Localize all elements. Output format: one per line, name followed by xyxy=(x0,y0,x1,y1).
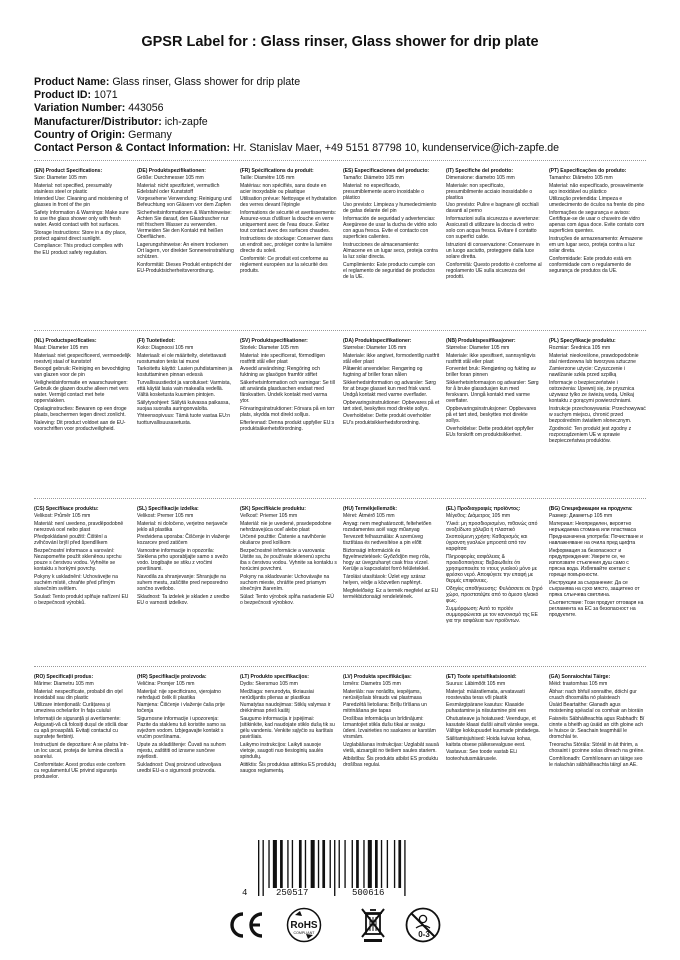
spec-paragraph: Størrelse: Diameter 105 mm xyxy=(343,345,407,352)
spec-heading: (ES) Especificaciones del producto: xyxy=(343,168,430,174)
info-label: Country of Origin: xyxy=(34,128,126,141)
spec-column xyxy=(343,338,440,445)
spec-heading: (SK) Špecifikácie produktu: xyxy=(240,506,306,512)
spec-paragraph: Sicherheitsinformationen & Warnhinweise: Achten Sie darauf, den Glasdruscher nur mit frischem Wasser zu verwenden. Vermeiden Sie den Kontakt mit heißen Oberflächen. xyxy=(137,210,232,241)
weee-crossed-bin-icon xyxy=(360,906,386,944)
spec-column xyxy=(34,506,131,625)
spec-paragraph: Bezpečnostné informácie a varovania: Uistite sa, že používate sklenenú sprchu iba s čerstvou vodou. Vyhnite sa kontaktu s horúcimi povrchmi. xyxy=(240,548,337,573)
spec-paragraph: Velikost: Průměr 105 mm xyxy=(34,513,91,520)
spec-heading: (SV) Produktspecifikationer: xyxy=(240,338,308,344)
spec-paragraph: Ohutusteave ja hoiatused: Veenduge, et kasutate klaasi dušši ainult värske veega. Vältige kokkupuudet kuumade pindadega. xyxy=(446,716,540,735)
spec-paragraph: Material: no especificado, presumiblemente acero inoxidable o plástico xyxy=(343,182,425,201)
spec-paragraph: Materjal: määratlemata, arvatavasti roostevaba teras või plastik xyxy=(446,688,525,701)
spec-paragraph: Предназначена употреба: Почистване и навлажняване на очила пред щифта xyxy=(549,534,643,547)
spec-paragraph: Anyag: nem meghatározott, feltehetően rozsdamentes acél vagy műanyag xyxy=(343,520,432,533)
spec-paragraph: Pokyny k uskladnění: Uchovávejte na suchém místě, chraňte před přímým slunečním světlem. xyxy=(34,573,118,592)
spec-paragraph: Navodila za shranjevanje: Shranjujte na suhem mestu, zaščitite pred neposredno sončno svetlobo. xyxy=(137,573,228,592)
spec-paragraph: Materiale: ikke angivet, formodentlig rustfrit stål eller plast xyxy=(343,352,440,365)
spec-paragraph: Megfelelőség: Ez a termék megfelel az EU termékbiztonsági rendeletének. xyxy=(343,587,439,600)
spec-column xyxy=(446,338,543,445)
divider xyxy=(34,330,646,331)
spec-paragraph: Conformidade: Este produto está em conformidade com o regulamento de segurança de produtos da UE. xyxy=(549,255,632,274)
spec-paragraph: Tervezett felhasználás: A szemüveg tisztítása és nedvesítése a pin előtt xyxy=(343,534,423,547)
barcode-bar xyxy=(263,840,264,896)
spec-paragraph: Comhlíonadh: Comhlíonann an táirge seo le rialachán sábháilteachta táirgí an AE. xyxy=(549,755,643,768)
barcode-bar xyxy=(368,840,372,888)
spec-paragraph: Intended Use: Cleaning and moistening of glasses in front of the pin xyxy=(34,196,128,209)
spec-paragraph: Säkerhetsinformation och varningar: Se till att använda glasduschen endast med färskvatten. Undvik kontakt med varma ytor. xyxy=(240,380,335,405)
spec-paragraph: Størrelse: Diameter 105 mm xyxy=(446,345,510,352)
spec-paragraph: Izmērs: Diametrs 105 mm xyxy=(343,681,401,688)
barcode-bar xyxy=(258,840,259,896)
barcode-bar xyxy=(394,840,395,888)
spec-column xyxy=(446,506,543,625)
spec-heading: (BG) Спецификации на продукта: xyxy=(549,506,633,512)
spec-paragraph: Overholdelse: Dette produktet oppfyller EUs forskrift om produktsikkerhet. xyxy=(446,425,534,438)
spec-heading: (SL) Specifikacije izdelka: xyxy=(137,506,199,512)
info-product-id xyxy=(34,89,559,102)
spec-paragraph: Ábhar: nach bhfuil sonraithe, dóichí gur cruach dhosmálta nó plaisteach xyxy=(549,688,637,701)
spec-paragraph: Yhteensopivuus: Tämä tuote vastaa EU:n tuotturvallisuusasetusta. xyxy=(137,413,231,426)
rohs-sublabel: COMPLIANT xyxy=(293,931,315,935)
barcode-bar xyxy=(334,840,335,896)
spec-paragraph: Conformité: Ce produit est conforme au règlement européen sur la sécurité des produits. xyxy=(240,255,329,274)
barcode-bar xyxy=(381,840,382,888)
spec-paragraph: Tamaño: Diámetro 105 mm xyxy=(343,175,404,182)
spec-paragraph: Size: Diameter 105 mm xyxy=(34,175,87,182)
spec-paragraph: Οδηγίες αποθήκευσης: Φυλάσσετε σε ξηρό χώρο, προστατέψτε από το άμεσο ηλιακό φως. xyxy=(446,585,543,605)
info-value: Germany xyxy=(128,128,172,141)
spec-paragraph: Laikymo instrukcijos: Laikyti sausoje vietoje, saugoti nuo tiesioginių saulės spindulių. xyxy=(240,741,324,760)
spec-paragraph: Matériau: non spécifiés, sans doute en acier inoxydable ou plastique xyxy=(240,182,327,195)
spec-column xyxy=(240,674,337,781)
barcode-bar xyxy=(356,840,359,888)
spec-paragraph: Naleving: Dit product voldoet aan de EU-voorschriften voor productveiligheid. xyxy=(34,419,126,432)
spec-paragraph: Tamanho: Diâmetro 105 mm xyxy=(549,175,613,182)
spec-heading: (EL) Προδιαγραφές προϊόντος: xyxy=(446,506,521,512)
spec-heading: (PT) Especificações do produto: xyxy=(549,168,627,174)
spec-paragraph: Materiał: nieokreślone, prawdopodobnie stal nierdzewna lub tworzywa sztuczne xyxy=(549,352,639,365)
info-value: Hr. Stanislav Maer, +49 5151 87798 10, kundenservice@ich-zapfe.de xyxy=(232,142,560,155)
spec-paragraph: Conformità: Questo prodotto è conforme al regolamento UE sulla sicurezza dei prodotti. xyxy=(446,261,542,280)
spec-paragraph: Úsáid Beartaithe: Glanadh agus moistening spéaclaí os comhair an bioráin xyxy=(549,702,644,715)
barcode-bar xyxy=(280,840,283,888)
barcode-digit-first: 4 xyxy=(242,888,248,898)
product-info xyxy=(34,76,559,155)
age-label: 0-3 xyxy=(418,930,430,939)
spec-paragraph: Forventet bruk: Rengjøring og fukting av briller foran pinnen xyxy=(446,366,537,379)
spec-column xyxy=(137,168,234,281)
spec-paragraph: Opslaginstructies: Bewaren op een droge plaats, beschermen tegen direct zonlicht. xyxy=(34,405,127,418)
spec-paragraph: Biztonsági információk és figyelmeztetések: Győződjön meg róla, hogy az üvegzuhanyt csak friss vízzel. Kerülje a kapcsolatot forró felületekkel. xyxy=(343,548,430,573)
spec-paragraph: Material: ni določeno, verjetno nerjaveče jeklo ali plastika xyxy=(137,520,228,533)
spec-paragraph: Material: nespecificate, probabil din oțel inoxidabil sau din plastic xyxy=(34,688,123,701)
spec-paragraph: Informazioni sulla sicurezza e avvertenze: Assicurati di utilizzare la doccia di vetro solo con acqua fresca. Evitare il contatto con superfici calde. xyxy=(446,216,540,241)
spec-column xyxy=(137,338,234,445)
spec-paragraph: Pokyny na skladovanie: Uchovávajte na suchom mieste, chráňte pred priamym slnečným žiarením. xyxy=(240,573,330,592)
spec-heading: (DA) Produktspecifikationer: xyxy=(343,338,412,344)
info-label: Contact Person & Contact Information: xyxy=(34,142,230,155)
spec-paragraph: Utilização pretendida: Limpeza e umedecimento de óculos na frente do pino xyxy=(549,196,645,209)
spec-paragraph: Faisnéis Sábháilteachta agus Rabhadh: Bí cinnte a bheith ag úsáid an cith gloine ach le huisce úr. Seachain teagmháil le dromchlaí te. xyxy=(549,716,645,741)
info-country xyxy=(34,129,559,142)
spec-paragraph: Varnostne informacije in opozorila: Steklena prho uporabljajte samo s svežo vodo. Izogibajte se stiku z vročimi površinami. xyxy=(137,548,228,573)
page-title: GPSR Label for : Glass rinser, Glass shower for drip plate xyxy=(141,34,539,50)
spec-paragraph: Opbevaringsinstruktioner: Opbevares på et tørt sted, beskyttes mod direkte sollys. xyxy=(343,399,440,412)
spec-paragraph: Utilisation prévue: Nettoyage et hydratation des verres devant l'épingle xyxy=(240,196,337,209)
spec-column xyxy=(343,506,440,625)
spec-column xyxy=(343,168,440,281)
barcode-bar xyxy=(339,840,340,888)
spec-paragraph: Tárolási utasítások: Üzlet egy száraz helyen, védje a közvetlen napfényt. xyxy=(343,573,426,586)
spec-paragraph: Förvaringsinstruktioner: Förvara på en torr plats, skydda mot direkt solljus. xyxy=(240,405,335,418)
barcode-bar xyxy=(268,840,269,888)
spec-paragraph: Beoogd gebruik: Reiniging en bevochtiging van glazen voor de pin xyxy=(34,366,130,379)
spec-column xyxy=(240,168,337,281)
spec-paragraph: Materiál: není uvedeno, pravděpodobně nerezová ocel nebo plast xyxy=(34,520,124,533)
info-value: 443056 xyxy=(128,102,164,115)
barcode-bar xyxy=(287,840,288,888)
spec-column xyxy=(137,674,234,781)
info-label: Variation Number: xyxy=(34,102,126,115)
spec-paragraph: Materiale: non specificato, presumibilmente acciaio inossidabile o plastica xyxy=(446,182,533,201)
spec-paragraph: Predvidena uporaba: Čiščenje in vlaženje kozarcev pred zatičem xyxy=(137,534,230,547)
spec-column xyxy=(343,674,440,781)
spec-paragraph: Veličina: Promjer 105 mm xyxy=(137,681,195,688)
info-label: Manufacturer/Distributor: xyxy=(34,115,162,128)
spec-heading: (HR) Specifikacije proizvoda: xyxy=(137,674,207,680)
spec-heading: (IT) Specifiche del prodotto: xyxy=(446,168,514,174)
spec-paragraph: Material: não especificado, provavelmente aço inoxidável ou plástico xyxy=(549,182,644,195)
spec-paragraph: Turvallisuustiedot ja varoitukset: Varmista, että käytät lasia vain makealla vedellä. Vältä kosketusta kuumien pintojen. xyxy=(137,380,231,399)
barcode-bar xyxy=(318,840,319,888)
spec-paragraph: Istruzioni di conservazione: Conservare in un luogo asciutto, proteggere dalla luce solare diretta. xyxy=(446,241,540,260)
spec-paragraph: Utilizare intenționată: Curățarea și umezirea ochelarilor în fața cuiului xyxy=(34,702,111,715)
spec-paragraph: Материал: Неопределен, вероятно неръждаема стомана или пластмаса xyxy=(549,520,636,533)
spec-paragraph: Μέγεθος: Διάμετρος 105 mm xyxy=(446,513,511,520)
spec-paragraph: Veľkosť: Priemer 105 mm xyxy=(240,513,298,520)
barcode-digits-left: 250517 xyxy=(276,888,309,898)
spec-column xyxy=(240,506,337,625)
spec-paragraph: Efterlevnad: Denna produkt uppfyller EU:s produktsäkerhetsförordning. xyxy=(240,419,335,432)
spec-paragraph: Instrucciones de almacenamiento: Almacene en un lugar seco, proteja contra la luz solar directa. xyxy=(343,241,438,260)
spec-paragraph: Veiligheidsinformatie en waarschuwingen: Gebruik de glazen douche alleen met vers water. Vermijd contact met hete oppervlakken. xyxy=(34,380,129,405)
spec-heading: (FI) Tuotetiedot: xyxy=(137,338,176,344)
spec-paragraph: Material: nicht spezifiziert, vermutlich Edelstahl oder Kunststoff xyxy=(137,182,220,195)
divider xyxy=(34,498,646,499)
barcode-bar xyxy=(273,840,277,888)
spec-heading: (ET) Toote spetsifikatsioonid: xyxy=(446,674,517,680)
spec-heading: (NL) Productspecificaties: xyxy=(34,338,97,344)
divider xyxy=(34,160,646,161)
barcode-bar xyxy=(344,840,345,888)
spec-paragraph: Uso previsto: Pulire e bagnare gli occhiali davanti al perno xyxy=(446,202,539,215)
spec-paragraph: Materiaali: ei ole määritelty, oletettavasti ruostumaton teräs tai muovi xyxy=(137,352,227,365)
spec-paragraph: Skladnost: Ta izdelek je skladen z uredbo EU o varnosti izdelkov. xyxy=(137,593,230,606)
spec-paragraph: Materijal: nije specificirano, vjerojatno nehrđajući čelik ili plastika xyxy=(137,688,221,701)
spec-paragraph: Avsedd användning: Rengöring och fuktning av glasögon framför stiftet xyxy=(240,366,320,379)
spec-paragraph: Materiāls: nav norādīts, iespējams, nerūsējošais tērauds vai plastmasa xyxy=(343,688,422,701)
barcode-bar xyxy=(330,840,331,888)
spec-paragraph: Sigurnosne informacije i upozorenja: Pazite da staklenu tuš koristite samo sa svježom vodom. Izbjegavajte kontakt s vrućim površinama. xyxy=(137,716,226,741)
spec-paragraph: Zamierzone użycie: Czyszczenie i nawilżanie szkła przed szpilką xyxy=(549,366,626,379)
info-label: Product ID: xyxy=(34,89,92,102)
spec-column xyxy=(34,168,131,281)
spec-paragraph: Numatytas naudojimas: Stiklų valymas ir drėkinimas prieš kaištį xyxy=(240,702,331,715)
info-value: ich-zapfe xyxy=(164,115,208,128)
spec-paragraph: Atbilstība: Šis produkts atbilst ES produktu drošības regulai. xyxy=(343,755,439,768)
spec-paragraph: Suurus: Läbimõõt 105 mm xyxy=(446,681,506,688)
spec-column xyxy=(137,506,234,625)
spec-paragraph: Medžiaga: nenurodyta, tikriausiai nerūdijantis plienas ar plastikas xyxy=(240,688,314,701)
spec-column xyxy=(549,168,646,281)
spec-heading: (LT) Produkto specifikacijos: xyxy=(240,674,309,680)
info-variation-number xyxy=(34,102,559,115)
spec-grid-row-4 xyxy=(34,674,646,781)
spec-paragraph: Informações de segurança e avisos: Certifique-se de usar o chuveiro de vidro apenas com água doce. Evite contato com superfícies quentes. xyxy=(549,210,645,235)
ce-mark-icon xyxy=(226,910,266,940)
spec-paragraph: Dimensione: diametro 105 mm xyxy=(446,175,515,182)
spec-heading: (DE) Produktspezifikationen: xyxy=(137,168,206,174)
spec-paragraph: Sikkerhedsinformation og advarsler: Sørg for at bruge glasset kun med frisk vand. Undgå kontakt med varme overflader. xyxy=(343,380,436,399)
spec-paragraph: Informations de sécurité et avertissements: Assurez-vous d'utiliser la douche en verre uniquement avec de l'eau douce. Évitez tout contact avec des surfaces chaudes. xyxy=(240,210,337,235)
spec-paragraph: Overholdelse: Dette produkt overholder EU's produktsikkerhedsforordning. xyxy=(343,413,432,426)
spec-paragraph: Инструкции за съхранение: Да се съхранява на сухо място, защитено от пряка слънчева светлина. xyxy=(549,579,640,598)
info-label: Product Name: xyxy=(34,76,110,88)
spec-paragraph: Información de seguridad y advertencias: Asegúrese de usar la ducha de vidrio solo con agua fresca. Evite el contacto con superficies calientes. xyxy=(343,216,437,241)
barcode-bar xyxy=(292,840,293,888)
spec-paragraph: Πληροφορίες ασφάλειας & προειδοποιήσεις: Βεβαιωθείτε ότι χρησιμοποιείτε το ντους γυαλιού μόνο με φρέσκο νερό. Αποφύγετε την επαφή με θερμές επιφάνειες. xyxy=(446,554,537,585)
spec-paragraph: Instruções de armazenamento: Armazene em um lugar seco, proteja contra a luz solar direta. xyxy=(549,235,643,254)
barcode-bar xyxy=(322,840,325,888)
spec-paragraph: Material: inte specificerat, förmodligen rostfritt stål eller plast xyxy=(240,352,325,365)
spec-heading: (HU) Termékjellemzők: xyxy=(343,506,398,512)
spec-paragraph: Paredzētā lietošana: Brilļu tīrīšana un mitrināšana pie tapas xyxy=(343,702,427,715)
spec-paragraph: Treoracha Stórála: Stóráil in áit thirim, a chosaint i gcoinne solas díreach na gréine. xyxy=(549,741,645,754)
spec-heading: (NB) Produktspesifikasjoner: xyxy=(446,338,516,344)
spec-paragraph: Säilytysohjeet: Säilytä kuivassa paikassa, suojaa suoralta auringonvalolta. xyxy=(137,399,230,412)
info-value: Glass rinser, Glass shower for drip plate xyxy=(112,76,301,88)
spec-heading: (LV) Produkta specifikācijas: xyxy=(343,674,412,680)
info-contact xyxy=(34,142,559,155)
spec-paragraph: Dydis: Skersmuo 105 mm xyxy=(240,681,298,688)
spec-column xyxy=(446,168,543,281)
spec-paragraph: Atitiktis: Šis produktas atitinka ES produktų saugos reglamentą. xyxy=(240,761,336,774)
spec-paragraph: Upute za skladištenje: Čuvati na suhom mjestu, zaštititi od izravne sunčeve svjetlosti. xyxy=(137,741,226,760)
spec-paragraph: Koko: Diagnoosi 105 mm xyxy=(137,345,194,352)
spec-column xyxy=(240,338,337,445)
spec-paragraph: Storlek: Diameter 105 mm xyxy=(240,345,299,352)
spec-paragraph: Lagerungshinweise: An einem trockenen Ort lagern, vor direkter Sonneneinstrahlung schützen. xyxy=(137,241,234,260)
spec-paragraph: Uso previsto: Limpieza y humedecimiento de gafas delante del pin xyxy=(343,202,437,215)
spec-column xyxy=(34,674,131,781)
spec-paragraph: Mărime: Diametru 105 mm xyxy=(34,681,94,688)
spec-heading: (CS) Specifikace produktu: xyxy=(34,506,99,512)
barcode-bar xyxy=(363,840,364,888)
barcode-bar xyxy=(375,840,378,888)
spec-paragraph: Namjena: Čišćenje i vlaženje čaša prije točenja xyxy=(137,702,225,715)
spec-paragraph: Předpokládané použití: Čištění a zvlhčování brýlí před špendlíkem xyxy=(34,534,108,547)
barcode-digits-right: 500616 xyxy=(352,888,385,898)
spec-paragraph: Maat: Diameter 105 mm xyxy=(34,345,89,352)
spec-heading: (FR) Spécifications du produit: xyxy=(240,168,314,174)
spec-paragraph: Méid: trastomhas 105 mm xyxy=(549,681,608,688)
spec-paragraph: Materiaal: niet gespecificeerd, vermoedelijk roestvrij staal of kunststof xyxy=(34,352,131,365)
spec-paragraph: Taille: Diamètre 105 mm xyxy=(240,175,295,182)
spec-paragraph: Συμμόρφωση: Αυτό το προϊόν συμμορφώνεται με τον κανονισμό της ΕΕ για την ασφάλεια των προϊόντων. xyxy=(446,605,538,624)
spec-paragraph: Zgodność: Ten produkt jest zgodny z rozporządzeniem UE w sprawie bezpieczeństwa produktów. xyxy=(549,425,632,444)
spec-paragraph: Oppbevaringsinstruksjoner: Oppbevares på et tørt sted, beskyttes mot direkte sollys. xyxy=(446,405,537,424)
rohs-compliant-icon xyxy=(286,907,322,943)
spec-paragraph: Cumplimiento: Este producto cumple con el reglamento de seguridad de productos de la UE. xyxy=(343,261,436,280)
barcode-bar xyxy=(299,840,302,888)
spec-paragraph: Saugumo informacija ir įspėjimai: Įsitikinkite, kad naudojate stiklo dušą tik su gėlu vandeniu. Venkite sąlyčio su karštais paviršiais. xyxy=(240,716,335,741)
spec-paragraph: Sikkerhetsinformasjon og advarsler: Sørg for å bruke glassdusjen kun med ferskvann. Unngå kontakt med varme overflater. xyxy=(446,380,539,405)
spec-paragraph: Súlad: Tento výrobok spĺňa nariadenie EÚ o bezpečnosti výrobkov. xyxy=(240,593,334,606)
spec-heading: (PL) Specyfikacje produktu: xyxy=(549,338,616,344)
divider xyxy=(34,666,646,667)
spec-grid-row-2 xyxy=(34,338,646,445)
spec-column xyxy=(34,338,131,445)
spec-paragraph: Určené použitie: Čistenie a navlhčenie okuliarov pred kolíkom xyxy=(240,534,326,547)
spec-paragraph: Instructions de stockage: Conserver dans un endroit sec, protéger contre la lumière directe du soleil. xyxy=(240,235,333,254)
barcode-bar xyxy=(404,840,405,896)
spec-paragraph: Conformitate: Acest produs este conform cu regulamentul UE privind siguranța produselor. xyxy=(34,761,126,780)
info-product-name xyxy=(34,76,559,89)
spec-paragraph: Размер: Диаметър 105 mm xyxy=(549,513,613,520)
spec-paragraph: Информация за безопасност и предупреждения: Уверете се, че използвате стъкления душ само с прясна вода. Избягвайте контакт с горещи повърхности. xyxy=(549,548,630,579)
barcode-bar xyxy=(311,840,315,888)
spec-paragraph: Storage Instructions: Store in a dry place, protect against direct sunlight. xyxy=(34,229,127,242)
spec-paragraph: Υλικό: μη προσδιορισμένο, πιθανώς από ανοξείδωτο χάλυβα ή πλαστικό xyxy=(446,520,538,533)
spec-paragraph: Méret: Átmérő 105 mm xyxy=(343,513,395,520)
spec-paragraph: Informacje o bezpieczeństwie i ostrzeżenia: Upewnij się, że prysznica używasz tylko ze świeżą wodą. Unikaj kontaktu z gorącymi powierzchniami. xyxy=(549,380,635,405)
spec-column xyxy=(549,674,646,781)
spec-paragraph: Säilitamisjuhised: Hoida kuivas kohas, kaitsta otsese päikesevalguse eest. xyxy=(446,735,532,748)
spec-paragraph: Materiale: ikke spesifisert, sannsynligvis rustfritt stål eller plast xyxy=(446,352,536,365)
spec-paragraph: Rozmiar: Średnica 105 mm xyxy=(549,345,611,352)
spec-paragraph: Instrukcje przechowywania: Przechowywać w suchym miejscu, chronić przed bezpośrednim światłem słonecznym. xyxy=(549,405,646,424)
spec-paragraph: Vorgesehene Verwendung: Reinigung und Befeuchtung von Gläsern vor dem Zapfen xyxy=(137,196,232,209)
spec-heading: (RO) Specificații produs: xyxy=(34,674,94,680)
spec-paragraph: Informații de siguranță și avertismente: Asigurați-vă că folosiți dușul de sticlă doar cu apă proaspătă. Evitați contactul cu suprafețe fierbinți. xyxy=(34,716,128,741)
info-manufacturer xyxy=(34,116,559,129)
spec-paragraph: Tarkoitettu käyttö: Lasien puhdistaminen ja kostuttaminen pinnan edessä xyxy=(137,366,233,379)
barcode-bar xyxy=(398,840,401,888)
spec-paragraph: Eesmärgipärane kasutus: Klaaside puhastamine ja niisutamine pini ees xyxy=(446,702,526,715)
spec-paragraph: Drošības informācija un brīdinājumi: Izmantojiet stikla dušu tikai ar svaigu ūdeni. Izvairieties no saskares ar karstām virsmām. xyxy=(343,716,436,741)
rohs-label: RoHS xyxy=(290,920,318,931)
barcode-bar xyxy=(305,840,306,888)
spec-grid-row-1 xyxy=(34,168,646,281)
info-value: 1071 xyxy=(94,89,118,102)
spec-paragraph: Materiál: nie je uvedené, pravdepodobne nehrdzavejúca oceľ alebo plast xyxy=(240,520,332,533)
spec-paragraph: Material: not specified, presumably stainless steel or plastic xyxy=(34,182,112,195)
spec-column xyxy=(446,674,543,781)
spec-paragraph: Sukladnost: Ovaj proizvod udovoljava uredbi EU-a o sigurnosti proizvoda. xyxy=(137,761,222,774)
barcode-bar xyxy=(352,840,353,888)
spec-heading: (GA) Sonraíochtaí Táirge: xyxy=(549,674,611,680)
spec-column xyxy=(549,338,646,445)
spec-paragraph: Uzglabāšanas instrukcijas: Uzglabāt sausā vietā, aizsargāt no tiešiem saules stariem. xyxy=(343,741,439,754)
spec-paragraph: Σκοπούμενη χρήση: Καθαρισμός και ύγρανση γυαλιών μπροστά από τον καρφίτσα xyxy=(446,534,528,553)
spec-heading: (EN) Product Specifications: xyxy=(34,168,103,174)
spec-paragraph: Instrucțiuni de depozitare: A se păstra într-un loc uscat, proteja de lumina directă a soarelui. xyxy=(34,741,129,760)
spec-grid-row-3 xyxy=(34,506,646,625)
spec-paragraph: Vastavus: See toode vastab ELi tooteohutusmäärusele. xyxy=(446,749,518,762)
spec-paragraph: Velikost: Premer 105 mm xyxy=(137,513,194,520)
spec-paragraph: Safety Information & Warnings: Make sure to use the glass shower only with fresh water. Avoid contact with hot surfaces. xyxy=(34,210,129,229)
spec-paragraph: Konformität: Dieses Produkt entspricht der EU-Produktsicherheitsverordnung. xyxy=(137,261,232,274)
spec-paragraph: Größe: Durchmesser 105 mm xyxy=(137,175,204,182)
spec-column xyxy=(549,506,646,625)
spec-paragraph: Bezpečnostní informace a varování: Nezapomeňte použít skleněnou sprchu pouze s čerstvou vodou. Vyhněte se kontaktu s horkými povrchy. xyxy=(34,548,122,573)
spec-paragraph: Compliance: This product complies with the EU product safety regulation. xyxy=(34,243,123,256)
age-warning-icon xyxy=(404,906,442,944)
spec-paragraph: Påtænkt anvendelse: Rengøring og fugtning af briller foran nålen xyxy=(343,366,423,379)
barcode-bar xyxy=(387,840,388,888)
spec-paragraph: Съответствие: Този продукт отговаря на регламента на ЕС за безопасност на продуктите. xyxy=(549,599,644,618)
spec-paragraph: Soulad: Tento produkt splňuje nařízení EU o bezpečnosti výrobků. xyxy=(34,593,129,606)
